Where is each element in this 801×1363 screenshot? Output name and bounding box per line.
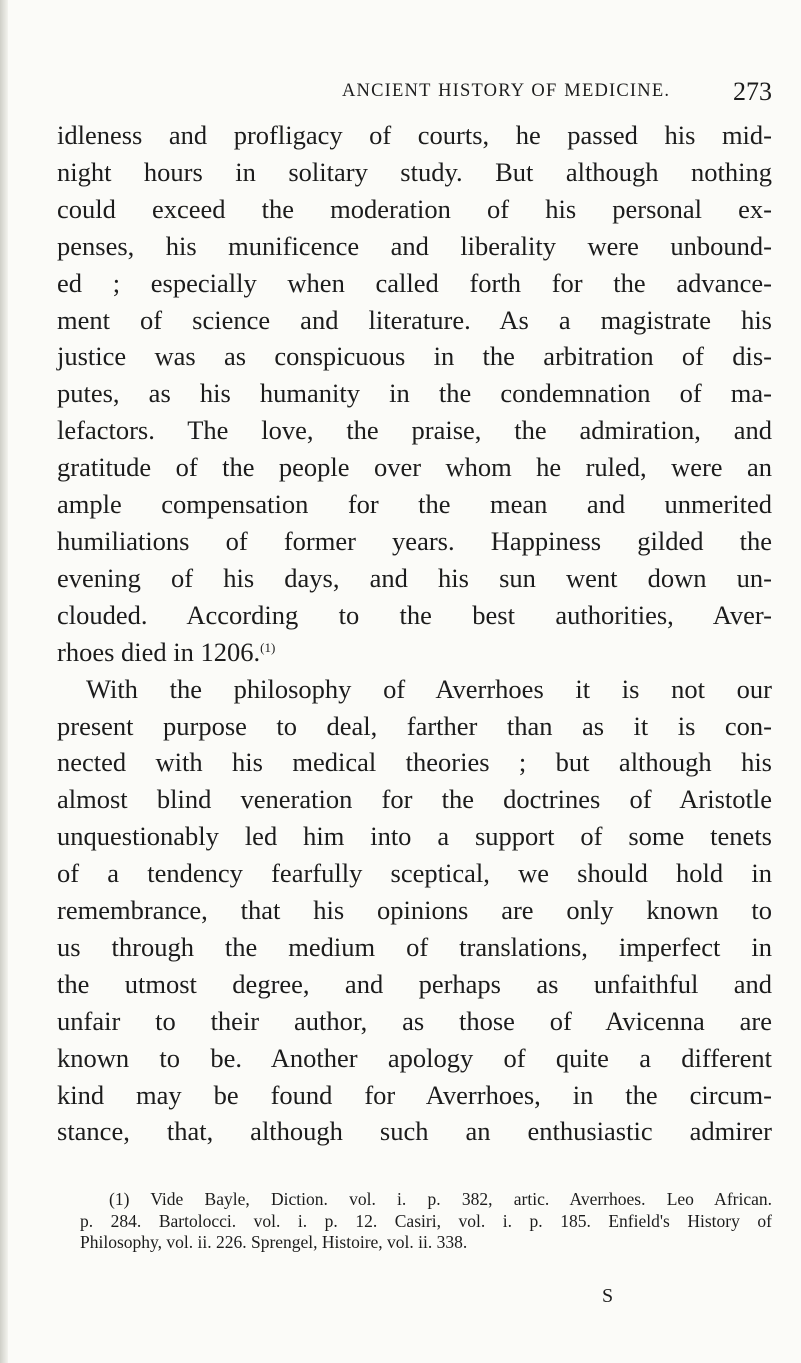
- text-line: idleness and profligacy of courts, he passed his mid-: [57, 120, 772, 150]
- text-line: clouded. According to the best authorities, Aver-: [57, 599, 772, 630]
- footnote-line: Philosophy, vol. ii. 226. Sprengel, Histoire, vol. ii. 338.: [80, 1232, 468, 1252]
- text-line: unquestionably led him into a support of some tenets: [57, 821, 772, 852]
- text-line: penses, his munificence and liberality were unbound-: [57, 230, 772, 261]
- footnote-line: (1) Vide Bayle, Diction. vol. i. p. 382, artic. Averrhoes. Leo African.: [109, 1189, 772, 1209]
- text-line: night hours in solitary study. But although nothing: [57, 156, 772, 187]
- paragraph-1: [57, 117, 772, 671]
- text-line: ample compensation for the mean and unmerited: [57, 489, 772, 520]
- paragraph-2: [57, 671, 772, 1151]
- text-line: evening of his days, and his sun went down un-: [57, 562, 772, 593]
- running-head: ANCIENT HISTORY OF MEDICINE.: [342, 81, 671, 101]
- body-text: [57, 117, 772, 1150]
- text-line: remembrance, that his opinions are only known to: [57, 895, 772, 926]
- text-line: ed ; especially when called forth for the advance-: [57, 267, 772, 298]
- text-line: of a tendency fearfully sceptical, we should hold in: [57, 858, 772, 889]
- page-number: 273: [733, 77, 772, 106]
- text-line: putes, as his humanity in the condemnation of ma-: [57, 378, 772, 409]
- text-line-with-note: [57, 634, 772, 671]
- footnote-marker: (1): [260, 639, 276, 655]
- text-line: With the philosophy of Averrhoes it is not our: [86, 673, 772, 704]
- footnote-line: p. 284. Bartolocci. vol. i. p. 12. Casiri, vol. i. p. 185. Enfield's History of: [80, 1210, 772, 1231]
- text-line: us through the medium of translations, imperfect in: [57, 931, 772, 962]
- text-line: stance, that, although such an enthusiastic admirer: [57, 1116, 772, 1147]
- text-line: unfair to their author, as those of Avicenna are: [57, 1005, 772, 1036]
- text-line: gratitude of the people over whom he ruled, were an: [57, 452, 772, 483]
- text-line: nected with his medical theories ; but although his: [57, 747, 772, 778]
- text-line: known to be. Another apology of quite a different: [57, 1042, 772, 1073]
- text-line: ment of science and literature. As a magistrate his: [57, 304, 772, 335]
- footnote: [80, 1189, 772, 1254]
- text-line: kind may be found for Averrhoes, in the circum-: [57, 1079, 772, 1110]
- text-line: could exceed the moderation of his personal ex-: [57, 193, 772, 224]
- signature-mark: S: [602, 1285, 614, 1307]
- text-line: rhoes died in 1206.: [57, 636, 261, 667]
- text-line: present purpose to deal, farther than as it is con-: [57, 710, 772, 741]
- text-line: the utmost degree, and perhaps as unfaithful and: [57, 968, 772, 999]
- text-line: lefactors. The love, the praise, the admiration, and: [57, 415, 772, 446]
- page-header: [342, 77, 772, 109]
- text-line: almost blind veneration for the doctrines of Aristotle: [57, 784, 772, 815]
- text-line: humiliations of former years. Happiness gilded the: [57, 525, 772, 556]
- text-line: justice was as conspicuous in the arbitration of dis-: [57, 341, 772, 372]
